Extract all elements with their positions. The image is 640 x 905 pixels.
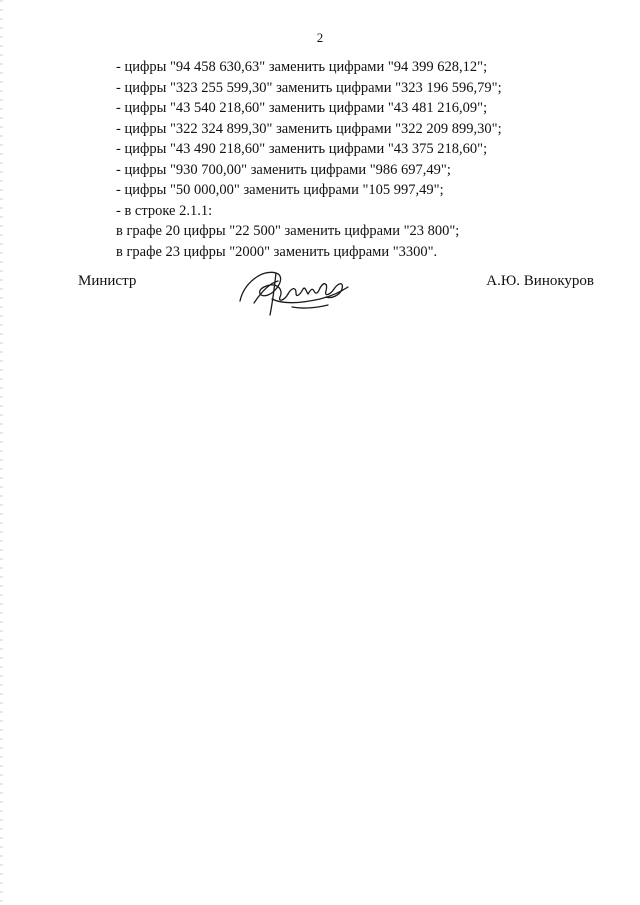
amendment-line: в графе 23 цифры "2000" заменить цифрами "3300". (116, 243, 438, 260)
amendment-line: - цифры "43 490 218,60" заменить цифрами "43 375 218,60"; (116, 141, 488, 157)
amendment-line: - цифры "43 540 218,60" заменить цифрами "43 481 216,09"; (116, 100, 488, 116)
amendment-line: - цифры "322 324 899,30" заменить цифрами "322 209 899,30"; (116, 120, 502, 137)
amendments-list (116, 57, 576, 262)
amendment-line: - цифры "94 458 630,63" заменить цифрами "94 399 628,12"; (116, 59, 488, 75)
signer-role: Министр (78, 273, 137, 289)
signature-block (0, 263, 640, 323)
amendment-line: - цифры "323 255 599,30" заменить цифрами "323 196 596,79"; (116, 79, 502, 96)
amendment-line: - цифры "50 000,00" заменить цифрами "105 997,49"; (116, 182, 444, 198)
amendment-line: - в строке 2.1.1: (116, 202, 213, 219)
handwritten-signature-icon (232, 261, 362, 319)
scan-edge-artifact (0, 0, 3, 905)
signer-name: А.Ю. Винокуров (486, 273, 594, 289)
page-number: 2 (316, 30, 324, 45)
amendment-line: - цифры "930 700,00" заменить цифрами "986 697,49"; (116, 161, 451, 178)
amendment-line: в графе 20 цифры "22 500" заменить цифрами "23 800"; (116, 223, 460, 239)
